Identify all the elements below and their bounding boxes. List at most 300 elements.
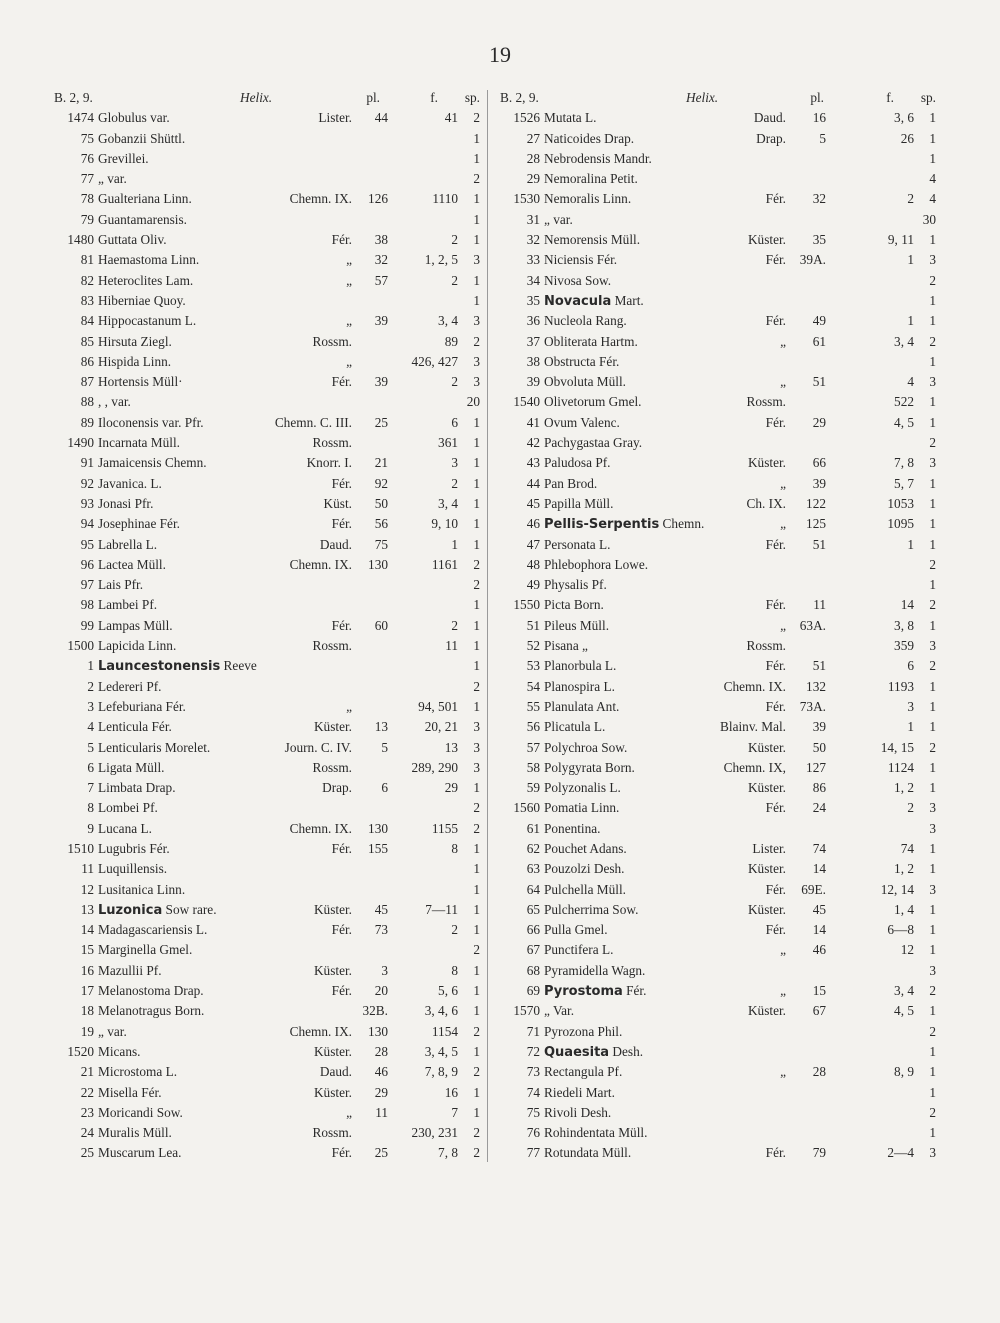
species-name <box>98 961 162 981</box>
specimens: 1 <box>929 516 936 532</box>
species-name <box>98 1123 172 1143</box>
entry-row <box>496 1083 936 1103</box>
species-name-main: Hippocastanum L. <box>98 313 197 329</box>
specimens: 1 <box>929 1043 936 1059</box>
specimens: 1 <box>473 780 480 796</box>
figure: 6 <box>907 658 914 674</box>
entry-row <box>496 494 936 514</box>
species-name-main: Niciensis Fér. <box>544 252 618 268</box>
entry-row <box>50 616 480 636</box>
entry-row <box>50 108 480 128</box>
entry-number: 37 <box>526 333 540 349</box>
entry-row <box>496 230 936 250</box>
plate: 79 <box>812 1145 826 1161</box>
species-name-main: Obstructa Fér. <box>544 353 620 369</box>
specimens: 2 <box>473 1023 480 1039</box>
authority: Küster. <box>313 1084 352 1100</box>
species-name <box>544 352 619 372</box>
figure: 1, 2 <box>894 780 914 796</box>
specimens: 1 <box>929 110 936 126</box>
species-name <box>544 616 609 636</box>
species-name <box>98 433 180 453</box>
species-name-main: Lenticula Fér. <box>98 719 172 735</box>
plate: 11 <box>813 597 826 613</box>
entry-row <box>496 291 936 311</box>
specimens: 2 <box>473 333 480 349</box>
entry-row <box>50 677 480 697</box>
species-name-main: Plicatula L. <box>544 719 606 735</box>
entry-row <box>50 433 480 453</box>
entry-number: 2 <box>87 678 94 694</box>
plate: 46 <box>374 1064 388 1080</box>
entry-row <box>496 859 936 879</box>
entry-number: 28 <box>526 150 540 166</box>
entry-number: 24 <box>80 1125 94 1141</box>
entry-row <box>50 332 480 352</box>
entry-row <box>496 372 936 392</box>
specimens: 1 <box>473 272 480 288</box>
entry-number: 46 <box>526 516 540 532</box>
entry-row <box>50 595 480 615</box>
figure: 5, 6 <box>438 983 458 999</box>
figure: 1 <box>907 719 914 735</box>
specimens: 3 <box>929 881 936 897</box>
plate: 14 <box>812 861 826 877</box>
authority: Küster. <box>313 962 352 978</box>
entry-number: 56 <box>526 719 540 735</box>
species-name-main: Microstoma L. <box>98 1064 178 1080</box>
species-name-main: Luquillensis. <box>98 861 168 877</box>
specimens: 3 <box>929 820 936 836</box>
specimens: 1 <box>473 962 480 978</box>
plate: 61 <box>812 333 826 349</box>
specimens: 3 <box>929 638 936 654</box>
page-number: 19 <box>489 42 511 67</box>
species-name <box>544 1143 631 1163</box>
authority: „ <box>780 983 786 999</box>
figure: 12, 14 <box>880 881 914 897</box>
species-name <box>544 819 601 839</box>
species-name <box>98 372 183 392</box>
species-name-main: Rohindentata Müll. <box>544 1125 648 1141</box>
entry-row <box>496 900 936 920</box>
entry-row <box>496 1062 936 1082</box>
header-pl: pl. <box>810 90 824 105</box>
authority: Küster. <box>313 719 352 735</box>
species-name <box>98 595 157 615</box>
authority: Rossm. <box>746 394 786 410</box>
species-name-main: Iloconensis var. Pfr. <box>98 414 204 430</box>
entry-row <box>50 697 480 717</box>
species-name-main: Personata L. <box>544 536 611 552</box>
authority: Blainv. Mal. <box>720 719 786 735</box>
entry-row <box>50 149 480 169</box>
entry-row <box>50 1123 480 1143</box>
authority: Chemn. IX. <box>723 678 786 694</box>
species-name <box>544 677 615 697</box>
plate: 46 <box>812 942 826 958</box>
species-name <box>98 169 127 189</box>
specimens: 2 <box>929 333 936 349</box>
specimens: 1 <box>473 475 480 491</box>
specimens: 1 <box>473 536 480 552</box>
species-name-main: Lambei Pf. <box>98 597 158 613</box>
plate: 39 <box>812 475 826 491</box>
entry-row <box>50 392 480 412</box>
authority: „ <box>346 252 352 268</box>
species-name <box>98 920 207 940</box>
entry-number: 1474 <box>67 110 94 126</box>
entry-number: 69 <box>526 983 540 999</box>
entry-number: 86 <box>80 353 94 369</box>
header-sp: sp. <box>464 90 480 105</box>
authority: Küster. <box>747 861 786 877</box>
plate: 20 <box>374 983 388 999</box>
plate: 25 <box>374 414 388 430</box>
species-name-main: Nucleola Rang. <box>544 313 627 329</box>
species-name-main: Lombei Pf. <box>98 800 158 816</box>
specimens: 1 <box>473 597 480 613</box>
species-name-main: Lampas Müll. <box>98 617 173 633</box>
species-name <box>544 413 620 433</box>
species-name <box>98 332 172 352</box>
authority: Fér. <box>765 800 786 816</box>
column-divider <box>487 90 488 1162</box>
entry-row <box>50 1001 480 1021</box>
species-name <box>98 616 173 636</box>
species-name-main: „ var. <box>544 211 573 227</box>
entry-number: 76 <box>526 1125 540 1141</box>
species-name-main: Pellis-Serpentis <box>544 517 660 533</box>
entry-row <box>50 1103 480 1123</box>
figure: 1155 <box>431 820 458 836</box>
specimens: 30 <box>922 211 936 227</box>
species-name <box>544 453 611 473</box>
entry-number: 15 <box>80 942 94 958</box>
specimens: 2 <box>473 942 480 958</box>
specimens: 3 <box>929 962 936 978</box>
entry-number: 54 <box>526 678 540 694</box>
entry-number: 95 <box>80 536 94 552</box>
entry-row <box>496 514 936 534</box>
entry-number: 88 <box>80 394 94 410</box>
header-f: f. <box>886 90 894 105</box>
figure: 9, 10 <box>431 516 458 532</box>
entry-row <box>496 189 936 209</box>
species-name <box>98 859 167 879</box>
specimens: 2 <box>473 1145 480 1161</box>
entry-number: 63 <box>526 861 540 877</box>
species-name <box>544 859 625 879</box>
authority: Rossm. <box>312 333 352 349</box>
plate: 21 <box>374 455 388 471</box>
authority: „ <box>780 475 786 491</box>
figure: 3, 4 <box>438 495 458 511</box>
entry-number: 35 <box>526 292 540 308</box>
figure: 3, 4, 5 <box>424 1043 458 1059</box>
figure: 11 <box>445 638 458 654</box>
species-name <box>98 1083 162 1103</box>
species-name-main: Javanica. L. <box>98 475 162 491</box>
entry-number: 1500 <box>67 638 94 654</box>
specimens: 3 <box>473 719 480 735</box>
species-name <box>544 1042 643 1063</box>
species-name-main: Globulus var. <box>98 110 170 126</box>
specimens: 3 <box>929 252 936 268</box>
entry-number: 31 <box>526 211 540 227</box>
entry-number: 62 <box>526 840 540 856</box>
plate: 45 <box>812 901 826 917</box>
species-name <box>544 189 631 209</box>
species-name-author: Mart. <box>611 292 644 308</box>
figure: 2 <box>907 191 914 207</box>
entry-row <box>50 900 480 920</box>
entry-number: 74 <box>526 1084 540 1100</box>
species-name <box>544 636 588 656</box>
species-name-main: „ var. <box>98 171 127 187</box>
specimens: 2 <box>473 556 480 572</box>
specimens: 2 <box>929 556 936 572</box>
plate: 66 <box>812 455 826 471</box>
species-name-main: Papilla Müll. <box>544 495 614 511</box>
specimens: 1 <box>929 1125 936 1141</box>
figure: 20, 21 <box>424 719 458 735</box>
species-name-main: Novacula <box>544 293 612 309</box>
entry-row <box>496 433 936 453</box>
entry-number: 39 <box>526 374 540 390</box>
entry-row <box>50 291 480 311</box>
species-name <box>544 332 638 352</box>
specimens: 2 <box>473 1125 480 1141</box>
figure: 14 <box>900 597 914 613</box>
entry-row <box>496 535 936 555</box>
species-name <box>544 738 627 758</box>
species-name <box>98 575 143 595</box>
authority: Küst. <box>323 495 352 511</box>
specimens: 1 <box>929 232 936 248</box>
specimens: 1 <box>473 516 480 532</box>
authority: Fér. <box>765 1145 786 1161</box>
species-name <box>544 372 626 392</box>
specimens: 2 <box>473 1064 480 1080</box>
figure: 26 <box>900 130 914 146</box>
species-name-main: Labrella L. <box>98 536 158 552</box>
plate: 28 <box>374 1043 388 1059</box>
entry-row <box>496 981 936 1001</box>
species-name <box>544 920 608 940</box>
species-name <box>544 433 642 453</box>
species-name <box>98 717 172 737</box>
species-name-main: Pyrozona Phil. <box>544 1023 623 1039</box>
left-column-header <box>50 88 480 108</box>
entry-number: 48 <box>526 556 540 572</box>
entry-row <box>496 636 936 656</box>
right-column-header <box>496 88 936 108</box>
entry-number: 77 <box>526 1145 540 1161</box>
species-name-main: Phlebophora Lowe. <box>544 556 649 572</box>
specimens: 1 <box>473 840 480 856</box>
plate: 38 <box>374 232 388 248</box>
plate: 75 <box>374 536 388 552</box>
species-name <box>544 535 610 555</box>
species-name-main: Misella Fér. <box>98 1084 162 1100</box>
species-name <box>544 250 617 270</box>
entry-row <box>496 616 936 636</box>
plate: 60 <box>374 617 388 633</box>
species-name <box>98 555 166 575</box>
authority: „ <box>346 353 352 369</box>
specimens: 1 <box>929 414 936 430</box>
species-name-main: Nemoralis Linn. <box>544 191 632 207</box>
figure: 14, 15 <box>880 739 914 755</box>
species-name <box>544 880 626 900</box>
authority: Journ. C. IV. <box>284 739 352 755</box>
figure: 2 <box>451 272 458 288</box>
figure: 94, 501 <box>418 698 458 714</box>
specimens: 1 <box>929 942 936 958</box>
authority: „ <box>780 617 786 633</box>
authority: Ch. IX. <box>746 495 786 511</box>
entry-row <box>50 453 480 473</box>
specimens: 1 <box>473 1104 480 1120</box>
figure: 1154 <box>431 1023 458 1039</box>
figure: 2 <box>451 374 458 390</box>
entry-row <box>496 149 936 169</box>
species-name <box>544 798 619 818</box>
header-genus: Helix. <box>240 90 273 105</box>
specimens: 3 <box>473 759 480 775</box>
specimens: 1 <box>929 495 936 511</box>
entry-number: 29 <box>526 171 540 187</box>
authority: Chemn. C. III. <box>274 414 352 430</box>
species-name-main: Pisana „ <box>544 638 588 654</box>
species-name-main: Madagascariensis L. <box>98 922 208 938</box>
species-name-main: Limbata Drap. <box>98 780 176 796</box>
entry-row <box>50 189 480 209</box>
species-name <box>98 392 131 412</box>
species-name <box>544 494 613 514</box>
entry-number: 14 <box>80 922 94 938</box>
authority: Rossm. <box>746 638 786 654</box>
entry-number: 6 <box>87 759 94 775</box>
species-name <box>544 900 638 920</box>
species-name <box>544 595 604 615</box>
species-name-main: Paludosa Pf. <box>544 455 611 471</box>
entry-number: 9 <box>87 820 94 836</box>
figure: 1, 4 <box>894 901 914 917</box>
species-name-main: Jonasi Pfr. <box>98 495 154 511</box>
entry-number: 1550 <box>513 597 540 613</box>
entry-row <box>50 1062 480 1082</box>
species-name-main: Punctifera L. <box>544 942 614 958</box>
header-pl: pl. <box>366 90 380 105</box>
species-name <box>544 291 644 312</box>
entry-number: 51 <box>526 617 540 633</box>
specimens: 1 <box>929 313 936 329</box>
authority: Rossm. <box>312 759 352 775</box>
species-name-main: Gobanzii Shüttl. <box>98 130 186 146</box>
entry-row <box>50 575 480 595</box>
entry-number: 99 <box>80 617 94 633</box>
entry-row <box>496 920 936 940</box>
specimens: 1 <box>929 1003 936 1019</box>
entry-row <box>50 129 480 149</box>
entry-row <box>50 798 480 818</box>
entry-row <box>50 250 480 270</box>
species-name-main: Pachygastaa Gray. <box>544 435 643 451</box>
authority: Fér. <box>765 597 786 613</box>
authority: Chemn. IX, <box>723 759 786 775</box>
species-name <box>98 494 153 514</box>
figure: 1 <box>451 536 458 552</box>
entry-row <box>50 413 480 433</box>
entry-number: 75 <box>80 130 94 146</box>
entry-row <box>496 1103 936 1123</box>
species-name <box>98 230 167 250</box>
specimens: 1 <box>929 475 936 491</box>
plate: 16 <box>812 110 826 126</box>
species-name-main: „ Var. <box>544 1003 575 1019</box>
authority: Fér. <box>765 191 786 207</box>
plate: 13 <box>374 719 388 735</box>
entry-row <box>496 250 936 270</box>
figure: 1053 <box>887 495 914 511</box>
species-name <box>544 1022 622 1042</box>
figure: 230, 231 <box>411 1125 458 1141</box>
entry-number: 38 <box>526 353 540 369</box>
species-name <box>544 1083 615 1103</box>
species-name <box>98 210 187 230</box>
authority: Fér. <box>765 313 786 329</box>
authority: Chemn. IX. <box>289 1023 352 1039</box>
species-name <box>544 1062 622 1082</box>
figure: 1 <box>907 252 914 268</box>
figure: 6 <box>451 414 458 430</box>
specimens: 2 <box>929 658 936 674</box>
authority: Küster. <box>747 455 786 471</box>
specimens: 3 <box>473 374 480 390</box>
species-name <box>98 839 170 859</box>
plate: 15 <box>812 983 826 999</box>
authority: Chemn. IX. <box>289 820 352 836</box>
plate: 39 <box>812 719 826 735</box>
species-name <box>98 1001 204 1021</box>
specimens: 1 <box>473 901 480 917</box>
species-name-main: Melanostoma Drap. <box>98 983 204 999</box>
specimens: 1 <box>929 394 936 410</box>
species-name-main: Nebrodensis Mandr. <box>544 150 652 166</box>
plate: 86 <box>812 780 826 796</box>
species-name <box>98 819 152 839</box>
figure: 3, 4, 6 <box>424 1003 458 1019</box>
species-name-main: Obvoluta Müll. <box>544 374 626 390</box>
figure: 2 <box>451 232 458 248</box>
specimens: 1 <box>929 577 936 593</box>
entry-number: 66 <box>526 922 540 938</box>
specimens: 2 <box>929 983 936 999</box>
authority: Fér. <box>331 232 352 248</box>
entry-row <box>50 940 480 960</box>
species-name-main: Micans. <box>98 1043 141 1059</box>
authority: „ <box>780 1064 786 1080</box>
entry-number: 96 <box>80 556 94 572</box>
specimens: 2 <box>473 110 480 126</box>
specimens: 2 <box>929 1104 936 1120</box>
entry-number: 1530 <box>513 191 540 207</box>
entry-number: 21 <box>80 1064 94 1080</box>
figure: 13 <box>444 739 458 755</box>
figure: 359 <box>894 638 914 654</box>
